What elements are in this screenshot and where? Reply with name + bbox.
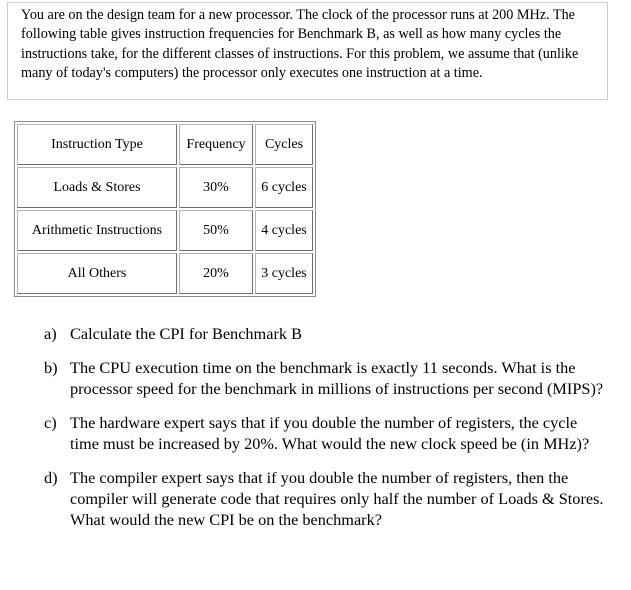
intro-paragraph: You are on the design team for a new processor. The clock of the processor runs at 200 MHz. The following table gives instruction frequencies for Benchmark B, as well as how many cycles the instructions take, for the different classes of instructions. For this problem, we assume that (unlike many of today's computers) the processor only executes one instruction at a time. — [21, 7, 579, 82]
question-item — [44, 467, 604, 530]
row-type-cell: All Others — [17, 253, 177, 294]
row-cycles-cell: 4 cycles — [255, 210, 313, 251]
table-row — [17, 253, 313, 294]
question-letter: b) — [44, 358, 58, 377]
question-text: Calculate the CPI for Benchmark B — [70, 324, 302, 343]
question-text: The CPU execution time on the benchmark is exactly 11 seconds. What is the processor speed for the benchmark in millions of instructions per second (MIPS)? — [70, 358, 604, 398]
question-text: The compiler expert says that if you double the number of registers, then the compiler will generate code that requires only half the number of Loads & Stores. What would the new CPI be on the benchmark? — [70, 468, 604, 529]
question-item — [44, 357, 604, 399]
table-row — [17, 210, 313, 251]
question-letter: a) — [44, 324, 57, 343]
row-cycles-cell: 6 cycles — [255, 167, 313, 208]
table-row — [17, 167, 313, 208]
question-letter: c) — [44, 413, 57, 432]
header-instruction-type: Instruction Type — [17, 124, 177, 165]
table-header-row — [17, 124, 313, 165]
question-item — [44, 323, 604, 344]
question-list — [44, 323, 604, 543]
row-type-cell: Arithmetic Instructions — [17, 210, 177, 251]
row-frequency-cell: 50% — [179, 210, 253, 251]
question-text: The hardware expert says that if you double the number of registers, the cycle time must be increased by 20%. What would the new clock speed be (in MHz)? — [70, 413, 590, 453]
row-frequency-cell: 30% — [179, 167, 253, 208]
row-type-cell: Loads & Stores — [17, 167, 177, 208]
header-cycles: Cycles — [255, 124, 313, 165]
row-cycles-cell: 3 cycles — [255, 253, 313, 294]
header-frequency: Frequency — [179, 124, 253, 165]
benchmark-table — [14, 121, 316, 297]
row-frequency-cell: 20% — [179, 253, 253, 294]
question-item — [44, 412, 604, 454]
question-letter: d) — [44, 468, 58, 487]
